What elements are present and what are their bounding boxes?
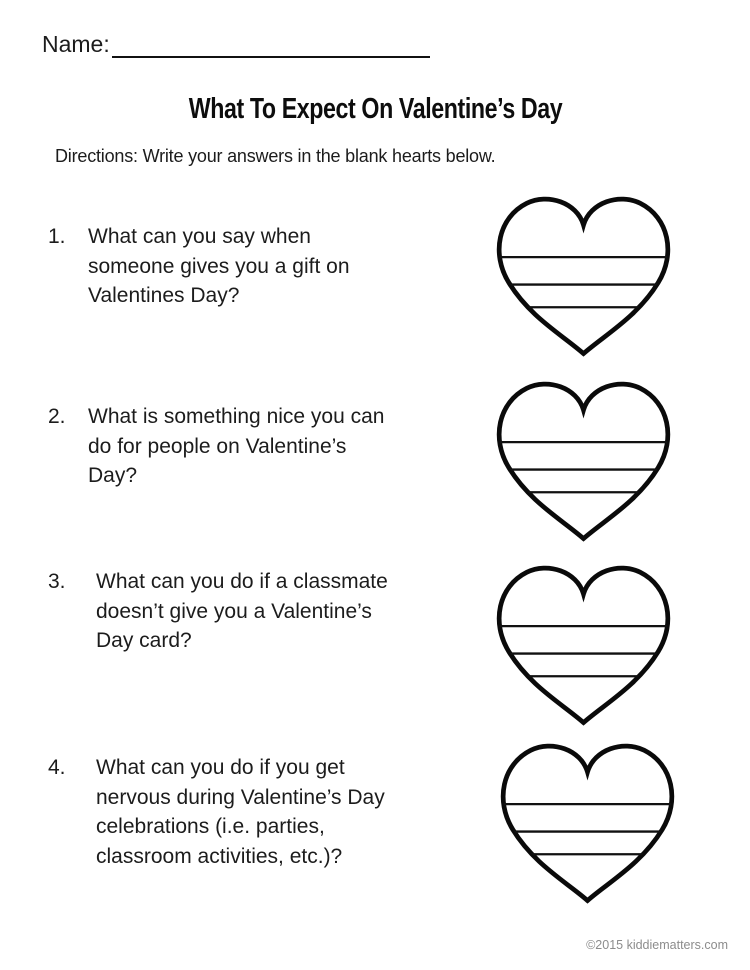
- answer-heart-1[interactable]: [489, 191, 678, 363]
- question-number: 1.: [48, 225, 66, 248]
- question-line: Day?: [88, 464, 138, 487]
- answer-heart-4[interactable]: [493, 738, 682, 910]
- question-text: [96, 753, 448, 871]
- answer-heart-2[interactable]: [489, 376, 678, 548]
- directions-text: Directions: Write your answers in the blank hearts below.: [55, 146, 496, 166]
- question-item-1: [48, 222, 448, 311]
- question-line: What is something nice you can: [88, 405, 385, 428]
- name-row: [42, 30, 430, 58]
- question-line: celebrations (i.e. parties,: [96, 815, 325, 838]
- question-text: [88, 222, 448, 311]
- question-line: do for people on Valentine’s: [88, 434, 347, 458]
- name-label: Name:: [42, 31, 110, 57]
- heart-outline-icon: [499, 384, 668, 538]
- name-input-line[interactable]: [112, 32, 430, 58]
- question-line: What can you do if a classmate: [96, 570, 388, 593]
- copyright-text: ©2015 kiddiematters.com: [586, 938, 728, 952]
- heart-outline-icon: [499, 199, 668, 353]
- question-line: What can you do if you get: [96, 756, 345, 779]
- question-line: What can you say when: [88, 225, 311, 248]
- question-number: 4.: [48, 756, 66, 779]
- question-number: 3.: [48, 570, 66, 593]
- question-line: someone gives you a gift on: [88, 254, 350, 278]
- question-item-4: [48, 753, 448, 871]
- question-line: Valentines Day?: [88, 284, 240, 307]
- question-line: Day card?: [96, 629, 192, 652]
- heart-outline-icon: [503, 746, 672, 900]
- answer-heart-3[interactable]: [489, 560, 678, 732]
- question-item-3: [48, 567, 448, 656]
- question-line: doesn’t give you a Valentine’s: [96, 599, 372, 623]
- question-number: 2.: [48, 405, 66, 428]
- page-title: What To Expect On Valentine’s Day: [188, 93, 562, 125]
- heart-outline-icon: [499, 568, 668, 722]
- question-line: nervous during Valentine’s Day: [96, 785, 385, 809]
- question-line: classroom activities, etc.)?: [96, 844, 343, 868]
- question-item-2: [48, 402, 448, 491]
- question-text: [96, 567, 448, 656]
- question-text: [88, 402, 448, 491]
- title-wrap: [0, 93, 750, 126]
